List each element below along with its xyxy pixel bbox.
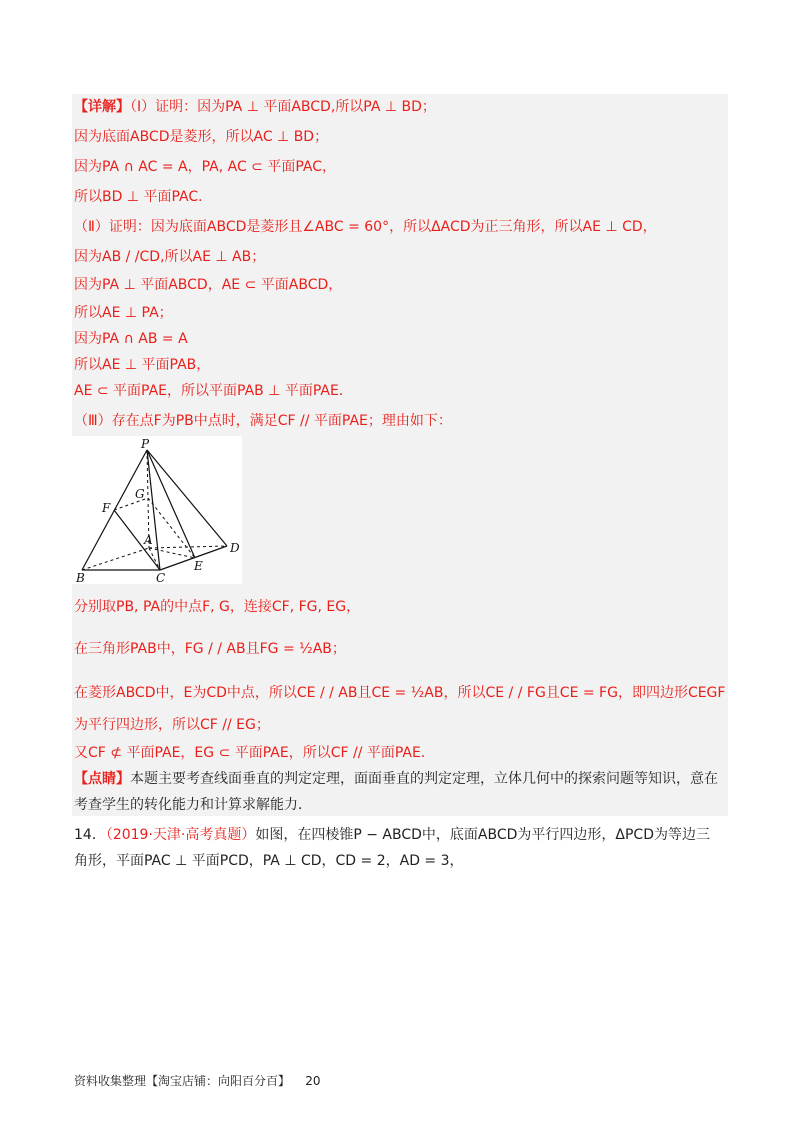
- detail-tag: 【详解】: [74, 99, 130, 115]
- solution-line-15: 在菱形ABCD中，E为CD中点，所以CE / / AB且CE = ½AB，所以CE / / FG且CE = FG，即四边形CEGF: [74, 685, 726, 701]
- solution-line-17: 又CF ⊄ 平面PAE，EG ⊂ 平面PAE，所以CF // 平面PAE．: [74, 745, 435, 761]
- footer-text: 资料收集整理【淘宝店铺：向阳百分百】: [74, 1074, 291, 1088]
- question-number: 14．: [74, 827, 106, 843]
- page-number: 20: [305, 1074, 321, 1088]
- edge-PC: [147, 450, 160, 570]
- solution-line-7: 因为PA ⊥ 平面ABCD，AE ⊂ 平面ABCD，: [74, 277, 343, 293]
- label-E: E: [194, 559, 203, 573]
- edge-PE: [147, 450, 195, 558]
- solution-line-12: （Ⅲ）存在点F为PB中点时，满足CF // 平面PAE；理由如下：: [74, 413, 452, 429]
- segment-AE: [149, 548, 195, 558]
- edge-AD: [149, 546, 227, 548]
- label-F: F: [102, 501, 111, 515]
- solution-line-6: 因为AB / /CD,所以AE ⊥ AB；: [74, 249, 266, 265]
- comment-tag: 【点睛】: [74, 771, 130, 787]
- solution-line-10: 所以AE ⊥ 平面PAB，: [74, 357, 211, 373]
- label-D: D: [230, 541, 240, 555]
- question-line-1: [74, 826, 710, 844]
- solution-line-9: 因为PA ∩ AB = A: [74, 331, 188, 347]
- solution-line-1: 【详解】（Ⅰ）证明：因为PA ⊥ 平面ABCD,所以PA ⊥ BD；: [74, 99, 436, 115]
- solution-line-16: 为平行四边形，所以CF // EG；: [74, 717, 270, 733]
- solution-line-5: （Ⅱ）证明：因为底面ABCD是菱形且∠ABC = 60°，所以ΔACD为正三角形，所以AE ⊥ CD，: [74, 219, 657, 235]
- label-A: A: [144, 533, 153, 547]
- page-footer: [74, 1072, 321, 1089]
- edge-PD: [147, 450, 227, 546]
- question-line-2: 角形，平面PAC ⊥ 平面PCD，PA ⊥ CD，CD = 2，AD = 3，: [74, 853, 464, 869]
- label-B: B: [76, 571, 85, 584]
- solution-line-13: 分别取PB, PA的中点F, G，连接CF, FG, EG，: [74, 599, 361, 615]
- solution-line-11: AE ⊂ 平面PAE，所以平面PAB ⊥ 平面PAE．: [74, 383, 353, 399]
- solution-line-18: 【点睛】本题主要考查线面垂直的判定定理，面面垂直的判定定理，立体几何中的探索问题等知识，意在: [74, 771, 718, 787]
- segment-FC: [114, 510, 160, 570]
- solution-line-14: 在三角形PAB中，FG / / AB且FG = ½AB；: [74, 641, 346, 657]
- question-text-1: 如图，在四棱锥P − ABCD中，底面ABCD为平行四边形，ΔPCD为等边三: [255, 827, 710, 843]
- solution-line-8: 所以AE ⊥ PA；: [74, 305, 173, 321]
- label-P: P: [141, 437, 150, 451]
- solution-line-19: 考查学生的转化能力和计算求解能力．: [74, 797, 312, 813]
- pyramid-diagram: [72, 436, 242, 584]
- solution-line-2: 因为底面ABCD是菱形，所以AC ⊥ BD；: [74, 129, 329, 145]
- label-G: G: [135, 487, 145, 501]
- solution-line-4: 所以BD ⊥ 平面PAC．: [74, 189, 213, 205]
- solution-line-3: 因为PA ∩ AC = A，PA, AC ⊂ 平面PAC，: [74, 159, 337, 175]
- question-source: （2019·天津·高考真题）: [105, 827, 256, 843]
- pyramid-figure: [72, 436, 242, 584]
- label-C: C: [156, 571, 166, 584]
